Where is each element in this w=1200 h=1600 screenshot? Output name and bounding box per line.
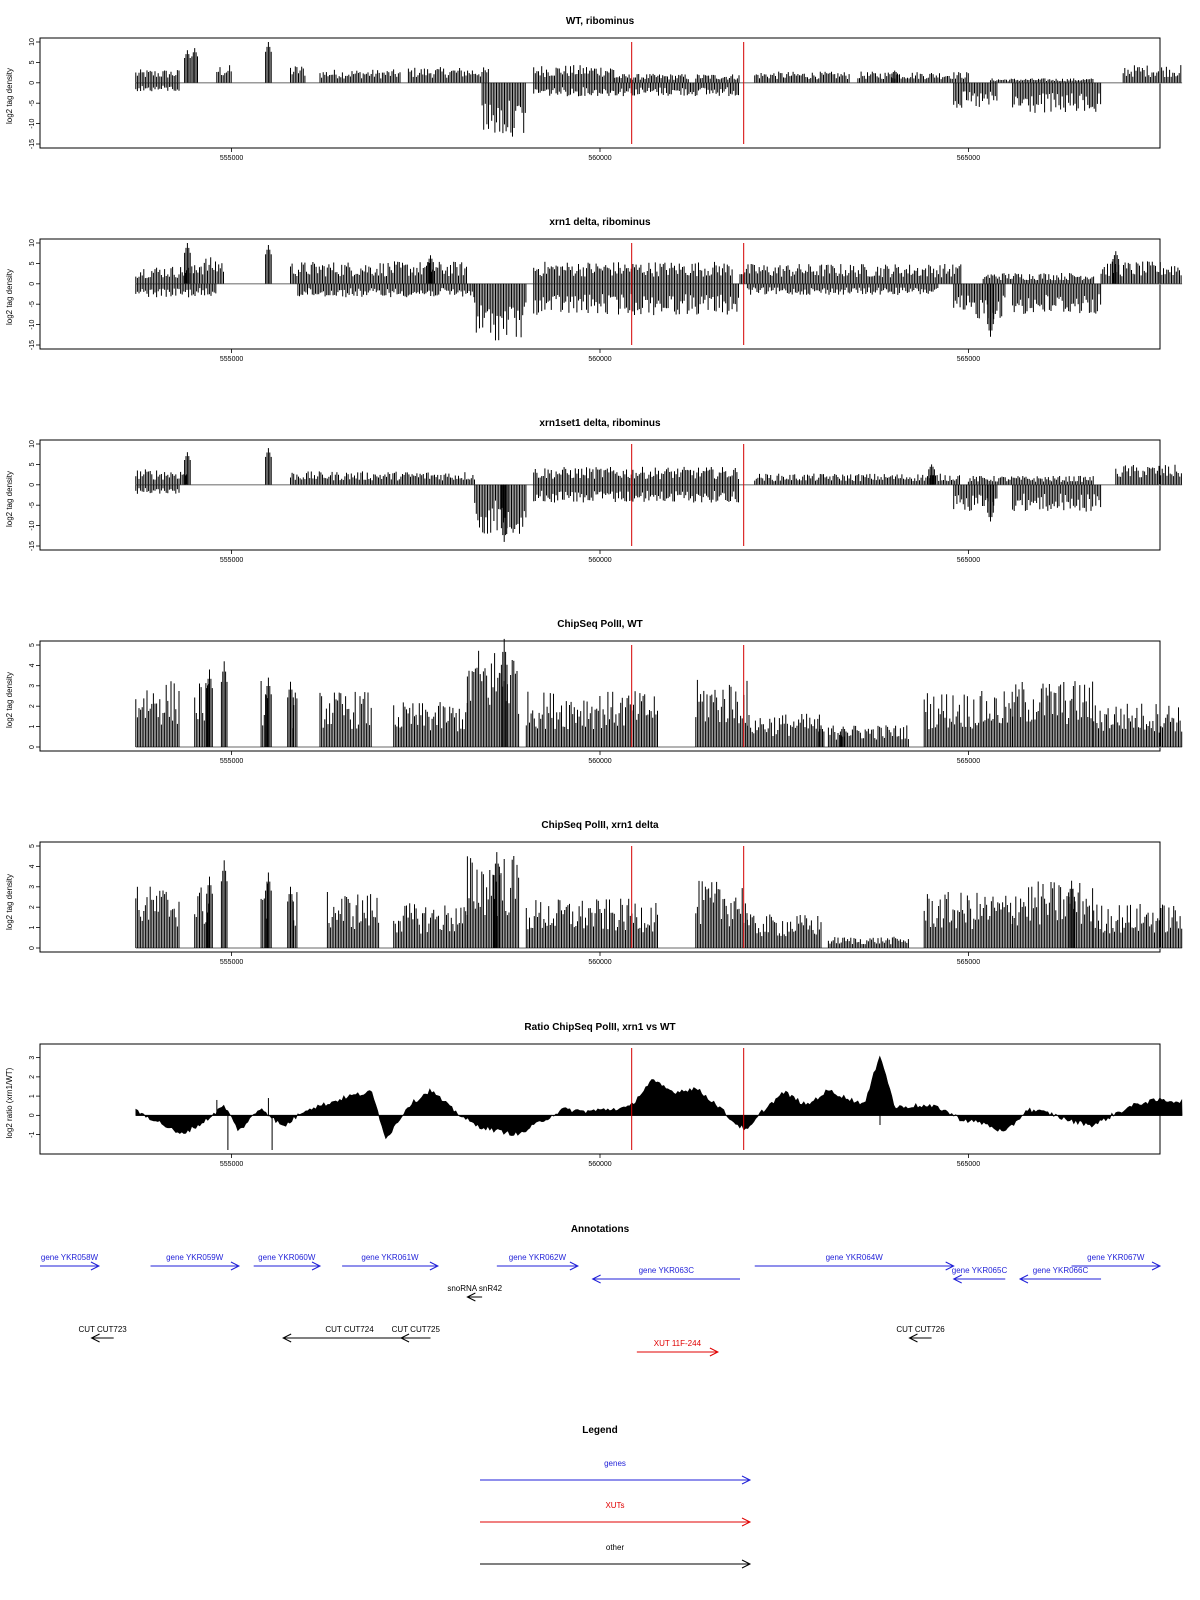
legend-item-other bbox=[480, 1543, 750, 1568]
annotation-xut bbox=[637, 1339, 718, 1356]
plot-area bbox=[29, 842, 1182, 966]
y-tick-label: 2 bbox=[29, 1074, 36, 1079]
panel-title: Ratio ChipSeq PolII, xrn1 vs WT bbox=[524, 1022, 676, 1033]
data-marks bbox=[136, 639, 1182, 747]
y-tick-label: -10 bbox=[29, 118, 36, 129]
y-tick-label: 2 bbox=[29, 905, 36, 910]
x-tick-label: 555000 bbox=[219, 356, 244, 363]
panel-wt-ribominus bbox=[5, 16, 1182, 162]
legend-label: XUTs bbox=[605, 1501, 625, 1510]
y-axis-label: log2 tag density bbox=[5, 67, 14, 125]
annotation-gene bbox=[1020, 1266, 1101, 1283]
y-tick-label: 0 bbox=[29, 80, 36, 85]
x-tick-label: 555000 bbox=[219, 155, 244, 162]
y-tick-label: 3 bbox=[29, 683, 36, 688]
x-tick-label: 560000 bbox=[588, 1161, 612, 1168]
annotation-label: gene YKR058W bbox=[40, 1253, 99, 1262]
y-axis-label: log2 tag density bbox=[5, 873, 14, 931]
annotation-gene bbox=[342, 1253, 438, 1270]
y-tick-label: 1 bbox=[29, 1094, 36, 1099]
x-tick-label: 565000 bbox=[956, 356, 981, 363]
x-tick-label: 565000 bbox=[956, 1161, 981, 1168]
annotation-label: gene YKR062W bbox=[508, 1253, 567, 1262]
annotation-label: gene YKR064W bbox=[825, 1253, 883, 1262]
ratio-area bbox=[136, 1056, 1182, 1138]
x-tick-label: 555000 bbox=[219, 1161, 244, 1168]
x-tick-label: 555000 bbox=[219, 758, 244, 765]
annotation-other bbox=[896, 1325, 945, 1342]
plot-area bbox=[29, 639, 1182, 765]
annotation-label: XUT 11F-244 bbox=[653, 1339, 702, 1348]
y-tick-label: 5 bbox=[29, 261, 36, 266]
y-tick-label: -5 bbox=[29, 100, 36, 107]
y-tick-label: 4 bbox=[29, 663, 36, 668]
annotation-label: gene YKR067W bbox=[1087, 1253, 1145, 1262]
data-marks bbox=[136, 42, 1182, 137]
annotation-gene bbox=[151, 1253, 239, 1270]
panel-chipseq-xrn1 bbox=[5, 820, 1182, 966]
data-marks bbox=[136, 243, 1182, 340]
data-marks bbox=[136, 448, 1182, 542]
panel-title: ChipSeq PolII, WT bbox=[557, 619, 643, 630]
annotation-gene bbox=[755, 1253, 954, 1270]
y-tick-label: 5 bbox=[29, 462, 36, 467]
panel-ratio bbox=[5, 1022, 1182, 1168]
legend-items bbox=[480, 1459, 750, 1568]
plot-area bbox=[29, 440, 1182, 564]
panel-xrn1-ribominus bbox=[5, 217, 1182, 363]
y-tick-label: 0 bbox=[29, 482, 36, 487]
panel-title: xrn1 delta, ribominus bbox=[549, 217, 651, 228]
y-tick-label: 5 bbox=[29, 844, 36, 848]
legend-item-gene bbox=[480, 1459, 750, 1484]
y-tick-label: 0 bbox=[29, 745, 36, 749]
y-axis-label: log2 tag density bbox=[5, 671, 14, 729]
plot-frame bbox=[40, 1044, 1160, 1154]
annotation-label: CUT CUT726 bbox=[896, 1325, 945, 1334]
legend bbox=[480, 1425, 750, 1568]
y-tick-label: -10 bbox=[29, 520, 36, 531]
x-tick-label: 560000 bbox=[588, 758, 612, 765]
annotation-features bbox=[40, 1253, 1160, 1356]
y-tick-label: 0 bbox=[29, 1113, 36, 1118]
y-tick-label: 3 bbox=[29, 1055, 36, 1060]
legend-label: genes bbox=[604, 1459, 626, 1468]
panel-title: xrn1set1 delta, ribominus bbox=[539, 418, 661, 429]
panel-title: ChipSeq PolII, xrn1 delta bbox=[541, 820, 659, 831]
x-tick-label: 565000 bbox=[956, 557, 981, 564]
plot-area bbox=[29, 38, 1182, 162]
y-tick-label: 2 bbox=[29, 704, 36, 709]
y-tick-label: 10 bbox=[29, 239, 36, 247]
annotation-label: gene YKR059W bbox=[166, 1253, 224, 1262]
y-tick-label: 4 bbox=[29, 864, 36, 869]
annotation-label: gene YKR063C bbox=[638, 1266, 695, 1275]
annotation-label: CUT CUT724 bbox=[325, 1325, 374, 1334]
legend-item-xut bbox=[480, 1501, 750, 1526]
annotation-label: gene YKR061W bbox=[361, 1253, 419, 1262]
x-tick-label: 565000 bbox=[956, 155, 981, 162]
annotation-other bbox=[78, 1325, 127, 1342]
x-tick-label: 555000 bbox=[219, 557, 244, 564]
annotation-label: gene YKR066C bbox=[1032, 1266, 1089, 1275]
y-tick-label: -5 bbox=[29, 301, 36, 308]
annotation-label: gene YKR060W bbox=[258, 1253, 316, 1262]
annotation-gene bbox=[497, 1253, 578, 1270]
y-tick-label: -15 bbox=[29, 339, 36, 351]
x-tick-label: 565000 bbox=[956, 758, 981, 765]
y-tick-label: 5 bbox=[29, 643, 36, 647]
annotation-gene bbox=[40, 1253, 99, 1270]
x-tick-label: 560000 bbox=[588, 356, 612, 363]
x-tick-label: 555000 bbox=[219, 959, 244, 966]
annotation-other bbox=[392, 1325, 441, 1342]
y-axis-label: log2 tag density bbox=[5, 268, 14, 326]
y-tick-label: -5 bbox=[29, 502, 36, 509]
x-tick-label: 560000 bbox=[588, 155, 612, 162]
annotations-title: Annotations bbox=[570, 1224, 630, 1235]
y-tick-label: 5 bbox=[29, 60, 36, 65]
legend-title: Legend bbox=[582, 1425, 618, 1436]
panel-xrn1set1-ribominus bbox=[5, 418, 1182, 564]
y-tick-label: 0 bbox=[29, 946, 36, 950]
annotation-other bbox=[447, 1284, 502, 1301]
y-tick-label: -15 bbox=[29, 540, 36, 552]
y-tick-label: -10 bbox=[29, 319, 36, 330]
y-tick-label: -1 bbox=[29, 1131, 36, 1138]
y-tick-label: 10 bbox=[29, 440, 36, 448]
annotation-gene bbox=[593, 1266, 740, 1283]
data-marks bbox=[136, 1056, 1182, 1150]
annotation-label: CUT CUT723 bbox=[78, 1325, 127, 1334]
y-tick-label: 0 bbox=[29, 281, 36, 286]
x-tick-label: 560000 bbox=[588, 959, 612, 966]
y-tick-label: 1 bbox=[29, 724, 36, 729]
x-tick-label: 560000 bbox=[588, 557, 612, 564]
annotation-gene bbox=[952, 1266, 1008, 1283]
annotation-gene bbox=[254, 1253, 320, 1270]
panel-title: WT, ribominus bbox=[565, 16, 635, 27]
y-axis-label: log2 tag density bbox=[5, 470, 14, 528]
plot-area bbox=[29, 239, 1182, 363]
annotation-label: snoRNA snR42 bbox=[447, 1284, 503, 1293]
annotation-label: gene YKR065C bbox=[951, 1266, 1008, 1275]
y-tick-label: 1 bbox=[29, 925, 36, 930]
x-tick-label: 565000 bbox=[956, 959, 981, 966]
y-axis-label: log2 ratio (xrn1/WT) bbox=[5, 1067, 14, 1139]
y-tick-label: -15 bbox=[29, 138, 36, 150]
y-tick-label: 10 bbox=[29, 38, 36, 46]
legend-label: other bbox=[605, 1543, 625, 1552]
plot-area bbox=[29, 1044, 1182, 1168]
panel-chipseq-wt bbox=[5, 619, 1182, 765]
annotation-label: CUT CUT725 bbox=[391, 1325, 440, 1334]
data-marks bbox=[136, 852, 1182, 948]
annotations-track bbox=[40, 1224, 1160, 1356]
y-tick-label: 3 bbox=[29, 884, 36, 889]
